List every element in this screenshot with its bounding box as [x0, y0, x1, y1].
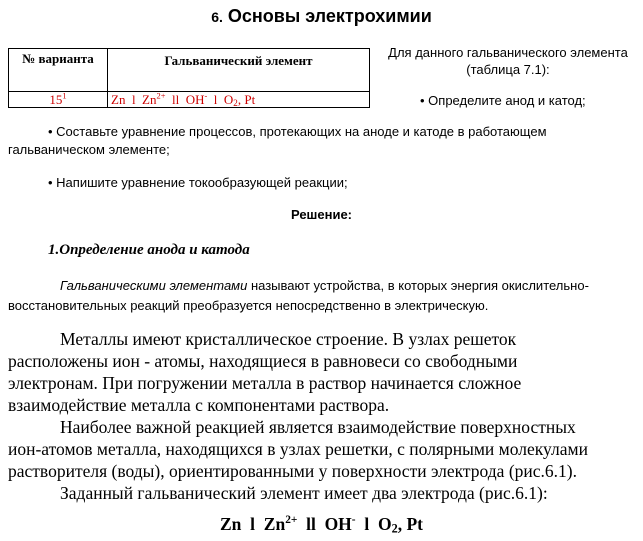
- title-text: Основы электрохимии: [222, 6, 432, 26]
- paragraph-structure: [8, 328, 638, 416]
- bullet-equations-line2: гальваническом элементе;: [8, 142, 170, 157]
- paragraph-line: Наиболее важной реакцией является взаимодействие поверхностных: [60, 417, 576, 437]
- element-sup: 2+: [156, 90, 166, 101]
- formula-sup: 2+: [285, 514, 298, 527]
- paragraph-line: Заданный гальванический элемент имеет два электрода (рис.6.1):: [60, 483, 548, 503]
- variant-sup: 1: [62, 90, 67, 101]
- formula-part: ll OH: [297, 514, 352, 534]
- formula-part: Zn l Zn: [220, 514, 286, 534]
- element-part: Zn l Zn: [111, 92, 157, 107]
- formula-part: l O: [355, 514, 392, 534]
- variant-table: [8, 48, 370, 108]
- header-element: Гальванический элемент: [108, 49, 370, 92]
- cell-element: [108, 92, 370, 108]
- solution-heading: Решение:: [290, 207, 353, 222]
- formula-sub: 2: [391, 521, 398, 536]
- galvanic-formula: [0, 514, 643, 535]
- page-title: [0, 6, 643, 27]
- title-number: 6.: [211, 9, 223, 25]
- element-sup: -: [204, 90, 208, 101]
- element-part: , Pt: [237, 92, 256, 107]
- paragraph-line: взаимодействие металла с компонентами раствора.: [8, 395, 390, 415]
- paragraph-line: Металлы имеют кристаллическое строение. В узлах решеток: [60, 329, 517, 349]
- paragraph-line: электронам. При погружении металла в раствор начинается сложное: [8, 373, 522, 393]
- paragraph-line: расположены ион - атомы, находящиеся в равновеси со свободными: [8, 351, 518, 371]
- paragraph-line: растворителя (воды), ориентированными у поверхности электрода (рис.6.1).: [8, 461, 577, 481]
- bullet-anode-cathode: • Определите анод и катод;: [420, 93, 586, 108]
- table-row: [9, 92, 370, 108]
- cell-variant: [9, 92, 108, 108]
- header-variant: № варианта: [9, 49, 108, 92]
- formula-part: , Pt: [397, 514, 423, 534]
- table-header-row: [9, 49, 370, 92]
- definition-term: Гальваническими элементами: [60, 278, 248, 293]
- definition-line2: восстановительных реакций преобразуется непосредственно в электрическую.: [8, 298, 489, 313]
- formula-sup: -: [351, 514, 356, 527]
- element-sub: 2: [233, 97, 238, 108]
- definition-rest: называют устройства, в которых энергия окислительно-: [247, 278, 589, 293]
- paragraph-line: ион-атомов металла, находящихся в узлах решетки, с полярными молекулами: [8, 439, 588, 459]
- bullet-equations-line1: • Составьте уравнение процессов, протекающих на аноде и катоде в работающем: [48, 124, 547, 139]
- variant-number: 15: [49, 92, 63, 107]
- element-part: l O: [207, 92, 234, 107]
- bullet-equations: [8, 123, 638, 159]
- element-part: ll OH: [165, 92, 205, 107]
- paragraph-electrodes: [8, 482, 638, 504]
- paragraph-reaction: [8, 416, 638, 482]
- task-intro: Для данного гальванического элемента (таблица 7.1):: [388, 45, 628, 77]
- definition-paragraph: [8, 276, 638, 316]
- definition-line1: [8, 276, 638, 296]
- bullet-current-reaction: • Напишите уравнение токообразующей реакции;: [48, 175, 348, 190]
- section-heading: 1.Определение анода и катода: [48, 242, 250, 258]
